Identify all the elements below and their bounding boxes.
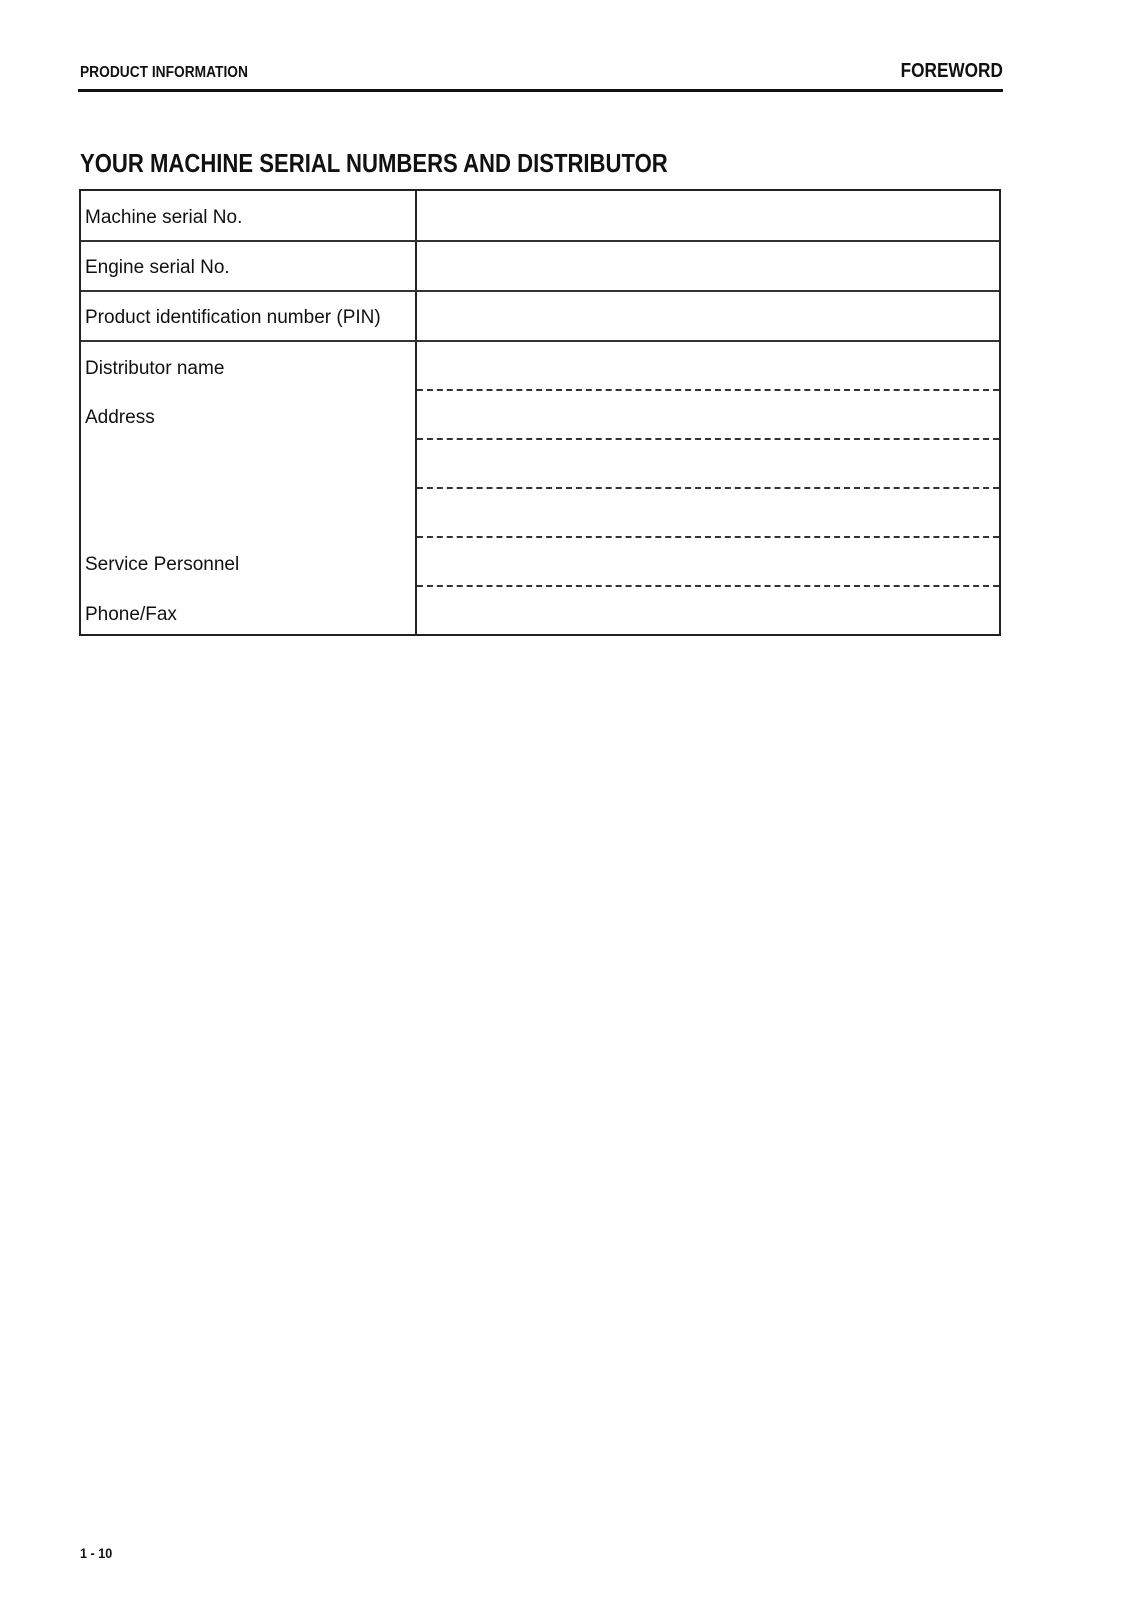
field-engine-serial[interactable]	[417, 242, 999, 290]
label-pin: Product identification number (PIN)	[85, 307, 381, 328]
serial-distributor-table	[79, 189, 1001, 636]
field-address-line-2[interactable]	[417, 440, 999, 487]
label-address: Address	[85, 407, 155, 428]
label-distributor-name: Distributor name	[85, 358, 225, 379]
label-engine-serial: Engine serial No.	[85, 257, 230, 278]
label-machine-serial: Machine serial No.	[85, 207, 243, 228]
label-service-personnel: Service Personnel	[85, 554, 240, 575]
page-number: 1 - 10	[80, 1545, 113, 1561]
header-section-label: PRODUCT INFORMATION	[80, 64, 248, 81]
field-pin[interactable]	[417, 292, 999, 340]
header-chapter-label: FOREWORD	[900, 60, 1003, 82]
field-service-personnel[interactable]	[417, 538, 999, 585]
field-address-line-1[interactable]	[417, 391, 999, 438]
header-rule	[78, 89, 1003, 92]
label-phone-fax: Phone/Fax	[85, 604, 177, 625]
field-machine-serial[interactable]	[417, 191, 999, 240]
page-title: YOUR MACHINE SERIAL NUMBERS AND DISTRIBUTOR	[80, 148, 668, 178]
field-distributor-name[interactable]	[417, 342, 999, 389]
field-address-line-3[interactable]	[417, 489, 999, 536]
field-phone-fax[interactable]	[417, 587, 999, 634]
